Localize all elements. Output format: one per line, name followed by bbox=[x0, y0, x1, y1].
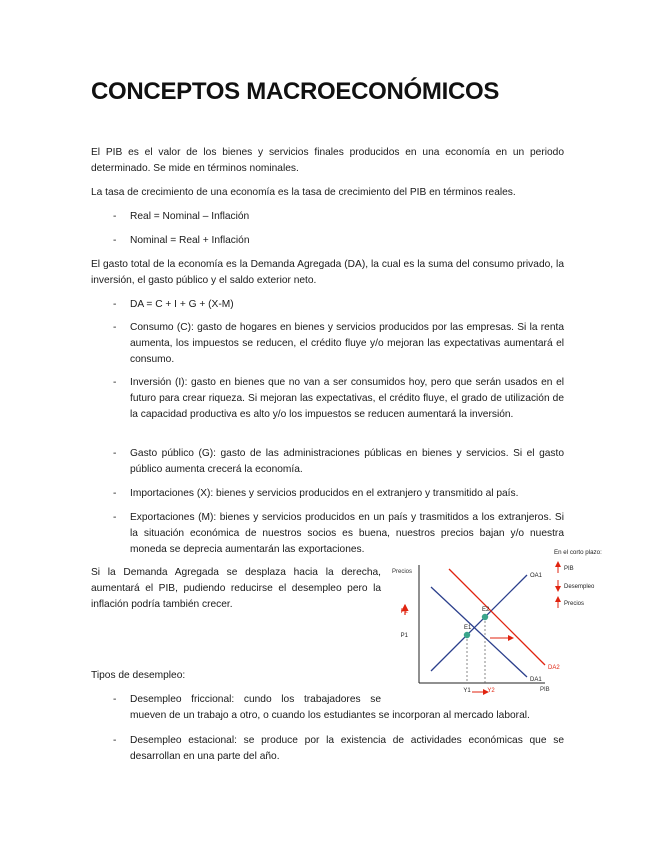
legend bbox=[558, 562, 595, 608]
paragraph-gasto: El gasto total de la economía es la Demanda Agregada (DA), la cual es la suma del consumo privado, la inversión, el gasto público y el saldo exterior neto. bbox=[91, 259, 564, 286]
list-dash: - bbox=[113, 512, 117, 523]
item-friccional-line2: mueven de un trabajo a otro, o cuando los estudiantes se incorporan al mercado laboral. bbox=[130, 710, 530, 721]
x-axis-label: PIB bbox=[540, 687, 550, 693]
item-exportaciones: Exportaciones (M): bienes y servicios producidos en un país y trasmitidos a los extranjeros. Si la situación económica de nuestros socios es buena, nuestros precios bajan y/o nuestra moneda se deprecia aumentarán las exportaciones. bbox=[130, 512, 564, 555]
item-inversion: Inversión (I): gasto en bienes que no van a ser consumidos hoy, pero que serán usados en el futuro para crear riqueza. Si mejoran las expectativas, el crédito fluye, el grado de utilización de la capacidad productiva es alto y/o los impuestos se reducen aumentará la inversión. bbox=[130, 377, 564, 420]
curve-oa1 bbox=[431, 575, 527, 671]
aggregate-demand-chart bbox=[390, 545, 620, 695]
list-dash: - bbox=[113, 488, 117, 499]
paragraph-pib: El PIB es el valor de los bienes y servicios finales producidos en una economía en un periodo determinado. Se mide en términos nominales. bbox=[91, 147, 564, 174]
formula-real: Real = Nominal – Inflación bbox=[130, 211, 250, 222]
x-tick-y1: Y1 bbox=[463, 688, 471, 694]
list-item bbox=[91, 486, 564, 502]
item-gasto-publico: Gasto público (G): gasto de las administraciones públicas en bienes y servicios. Si el gasto público aumenta crecerá la economía. bbox=[130, 448, 564, 475]
formula-nominal: Nominal = Real + Inflación bbox=[130, 235, 250, 246]
curve-label-oa1: OA1 bbox=[530, 573, 543, 579]
legend-desempleo: Desempleo bbox=[564, 584, 595, 590]
legend-pib: PIB bbox=[564, 566, 574, 572]
list-dash: - bbox=[113, 322, 117, 333]
list-item bbox=[91, 297, 564, 313]
item-friccional-line1: Desempleo friccional: cundo los trabajadores se bbox=[130, 694, 381, 705]
page-title: CONCEPTOS MACROECONÓMICOS bbox=[91, 78, 500, 105]
equilibrium-label-e1: E1 bbox=[464, 625, 472, 631]
item-importaciones: Importaciones (X): bienes y servicios producidos en el extranjero y transmitido al país. bbox=[130, 488, 519, 499]
y-tick-p2: P2 bbox=[400, 609, 408, 615]
list-item bbox=[91, 446, 564, 478]
list-item bbox=[91, 733, 564, 765]
paragraph-tipos: Tipos de desempleo: bbox=[91, 670, 186, 681]
x-tick-y2: Y2 bbox=[487, 688, 495, 694]
list-dash: - bbox=[113, 211, 117, 222]
chart-title: En el corto plazo: bbox=[554, 549, 602, 556]
equilibrium-point-e2 bbox=[482, 614, 488, 620]
list-item bbox=[91, 320, 564, 368]
item-estacional: Desempleo estacional: se produce por la existencia de actividades económicas que se desarrollan en una parte del año. bbox=[130, 735, 564, 762]
equilibrium-point-e1 bbox=[464, 632, 470, 638]
list-item bbox=[91, 375, 564, 423]
y-tick-p1: P1 bbox=[400, 633, 408, 639]
curve-label-da2: DA2 bbox=[548, 665, 560, 671]
paragraph-tasa: La tasa de crecimiento de una economía es la tasa de crecimiento del PIB en términos reales. bbox=[91, 187, 516, 198]
list-item bbox=[91, 209, 564, 225]
list-item bbox=[91, 692, 564, 724]
chart-axes bbox=[419, 565, 545, 683]
list-dash: - bbox=[113, 694, 117, 705]
legend-precios: Precios bbox=[564, 601, 585, 607]
formula-da: DA = C + I + G + (X-M) bbox=[130, 299, 234, 310]
item-consumo: Consumo (C): gasto de hogares en bienes y servicios producidos por las empresas. Si la renta aumenta, los impuestos se reducen, el crédito fluye y/o mejoran las expectativas aumentará el consumo. bbox=[130, 322, 564, 365]
list-dash: - bbox=[113, 448, 117, 459]
paragraph-desplaza: Si la Demanda Agregada se desplaza hacia la derecha, aumentará el PIB, pudiendo reducirse el desempleo pero la inflación podría también crecer. bbox=[91, 567, 381, 610]
list-dash: - bbox=[113, 299, 117, 310]
equilibrium-label-e2: E2 bbox=[482, 607, 490, 613]
list-dash: - bbox=[113, 735, 117, 746]
y-axis-label: Precios bbox=[392, 569, 413, 575]
curve-label-da1: DA1 bbox=[530, 677, 542, 683]
list-dash: - bbox=[113, 235, 117, 246]
list-dash: - bbox=[113, 377, 117, 388]
list-item bbox=[91, 233, 564, 249]
